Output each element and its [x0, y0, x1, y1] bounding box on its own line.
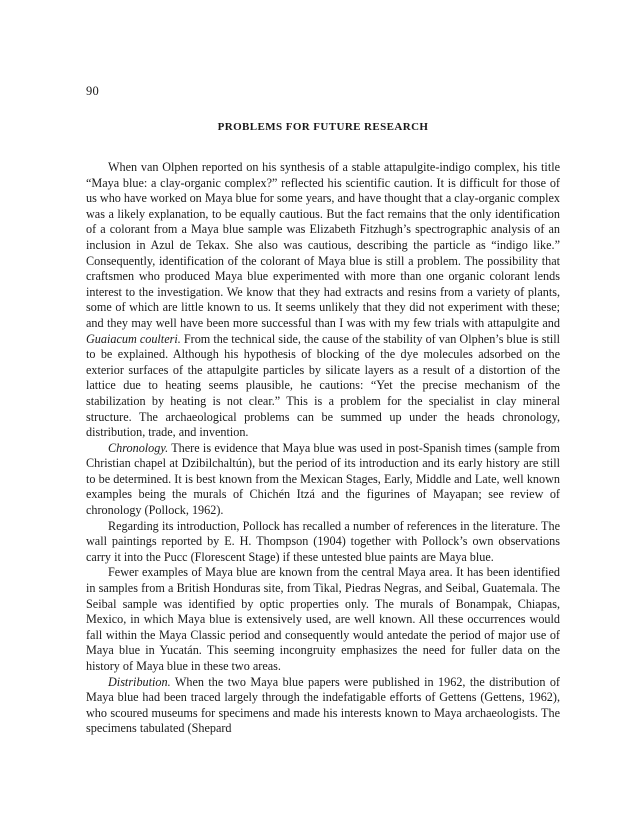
section-heading: PROBLEMS FOR FUTURE RESEARCH — [217, 121, 429, 133]
text-run: When the two Maya blue papers were published in 1962, the distribution of Maya blue had been traced largely through the indefatigable efforts of Gettens (Gettens, 1962), who scoured museums for specimens and made his interests known to Maya archaeologists. The specimens tabulated (Shepard — [86, 674, 560, 736]
paragraph — [86, 441, 560, 519]
paragraph — [86, 519, 560, 566]
text-run: Regarding its introduction, Pollock has recalled a number of references in the literature. The wall paintings reported by E. H. Thompson (1904) together with Pollock’s own observations carry it into the Pucc (Florescent Stage) if these untested blue paints are Maya blue. — [86, 518, 560, 564]
text-run: Fewer examples of Maya blue are known from the central Maya area. It has been identified in samples from a British Honduras site, from Tikal, Piedras Negras, and Seibal, Guatemala. The Seibal sample was identified by optic properties only. The murals of Bonampak, Chiapas, Mexico, in which Maya blue is extensively used, are well known. All these occurrences would fall within the Maya Classic period and consequently would antedate the period of major use of Maya blue in Yucatán. This seeming incongruity emphasizes the need for fuller data on the history of Maya blue in these two areas. — [86, 565, 560, 673]
paragraph — [86, 160, 560, 441]
italic-text: Chronology. — [108, 440, 169, 455]
paragraph — [86, 565, 560, 674]
text-run: From the technical side, the cause of the stability of van Olphen’s blue is still to be explained. Although his hypothesis of blocking of the dye molecules adsorbed on the exterior surfaces of the attapulgite particles by silicate layers as a result of a distortion of the lattice due to heating seems plausible, he cautions: “Yet the precise mechanism of the stabilization by heating is not clear.” This is a problem for the specialist in clay mineral structure. The archaeological problems can be summed up under the heads chronology, distribution, trade, and invention. — [86, 331, 560, 440]
italic-text: Guaiacum coulteri. — [86, 331, 181, 346]
text-run: When van Olphen reported on his synthesis of a stable attapulgite-indigo complex, his title “Maya blue: a clay-organic complex?” reflected his scientific caution. It is difficult for those of us who have worked on Maya blue for some years, and have thought that a clay-organic complex was a likely explanation, to be equally cautious. But the fact remains that the only identification of a colorant from a Maya blue sample was Elizabeth Fitzhugh’s spectrographic analysis of an inclusion in Azul de Tekax. She also was cautious, describing the particle as “indigo like.” Consequently, identification of the colorant of Maya blue is still a problem. The possibility that craftsmen who produced Maya blue experimented with more than one organic colorant lends interest to the investigation. We know that they had extracts and resins from a variety of plants, some of which are little known to us. It seems unlikely that they did not experiment with these; and they may well have been more successful than I was with my few trials with attapulgite and — [86, 160, 560, 330]
page-number: 90 — [86, 84, 100, 98]
body-text — [86, 160, 560, 737]
text-run: There is evidence that Maya blue was used in post-Spanish times (sample from Christian chapel at Dzibilchaltún), but the period of its introduction and its early history are still to be determined. It is best known from the Mexican Stages, Early, Middle and Late, well known examples being the murals of Chichén Itzá and the figurines of Mayapan; see review of chronology (Pollock, 1962). — [86, 440, 560, 518]
italic-text: Distribution. — [108, 674, 171, 689]
paragraph — [86, 675, 560, 737]
